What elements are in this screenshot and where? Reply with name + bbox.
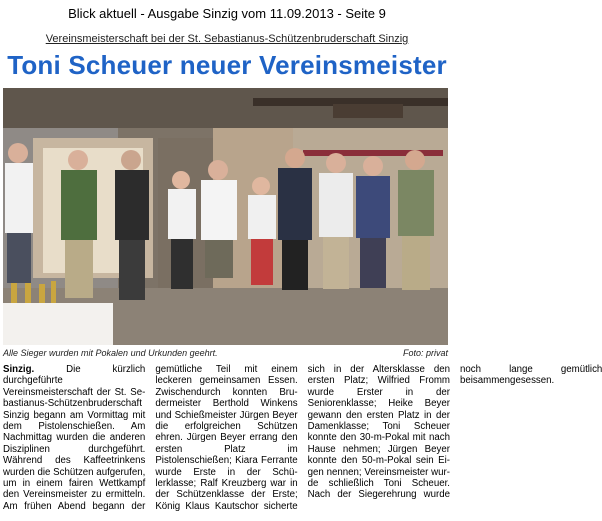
photo-credit: Foto: privat: [402, 348, 448, 358]
kicker-line: [0, 33, 454, 45]
kicker-text: Vereinsmeisterschaft bei der St. Sebastianus-Schützenbruderschaft Sinzig: [45, 33, 409, 45]
caption-text: Alle Sieger wurden mit Pokalen und Urkunden geehrt.: [3, 348, 218, 358]
dateline: Sinzig.: [3, 364, 35, 375]
headline: Toni Scheuer neuer Vereinsmeister: [7, 50, 447, 80]
source-line: Blick aktuell - Ausgabe Sinzig vom 11.09.2013 - Seite 9: [68, 6, 386, 21]
group-photo-illustration: [3, 88, 448, 345]
photo-caption: [3, 348, 448, 358]
article-paragraph: [3, 364, 602, 521]
article-text: Die kürzlich durchgeführte Vereinsmeisterschaft der St. Sebastianus-Schützenbruderschaft Sinzig begann am Vormittag mit dem Pistolenschießen. Am Nachmittag wurden die anderen Disziplinen durchgeführt. Während des Kaffeetrinkens wurden die Schützen aufgerufen, um in einem fairen Wettkampf den Vereinsmeister zu ermitteln. Am frühen Abend begann der gemütliche Teil mit einem leckeren gemeinsamen Essen. Zwischendurch konnten Brudermeister Berthold Winkens und Schießmeister Jürgen Beyer die erfolgreichen Schützen ehren. Jürgen Beyer errang den ersten Platz im Pistolenschießen; Kiara Ferrante wurde Erste in der Schülerklasse; Ralf Kreuzberg war in der Schützenklasse der Erste; König Klaus Kautschor sicherte sich in der Altersklasse den ersten Platz; Wilfried Fromm wurde Erster in der Seniorenklasse; Heike Beyer gewann den ersten Platz in der Damenklasse; Toni Scheuer konnte den 30-m-Pokal mit nach Hause nehmen; Jürgen Beyer konnte den 50-m-Pokal sein Eigen nennen; Vereinsmeister wurde schließlich Toni Scheuer. Nach der Siegerehrung wurde noch lange gemütlich beisammengesessen.: [3, 364, 602, 512]
article-body: [3, 364, 602, 521]
group-photo: [3, 88, 448, 345]
